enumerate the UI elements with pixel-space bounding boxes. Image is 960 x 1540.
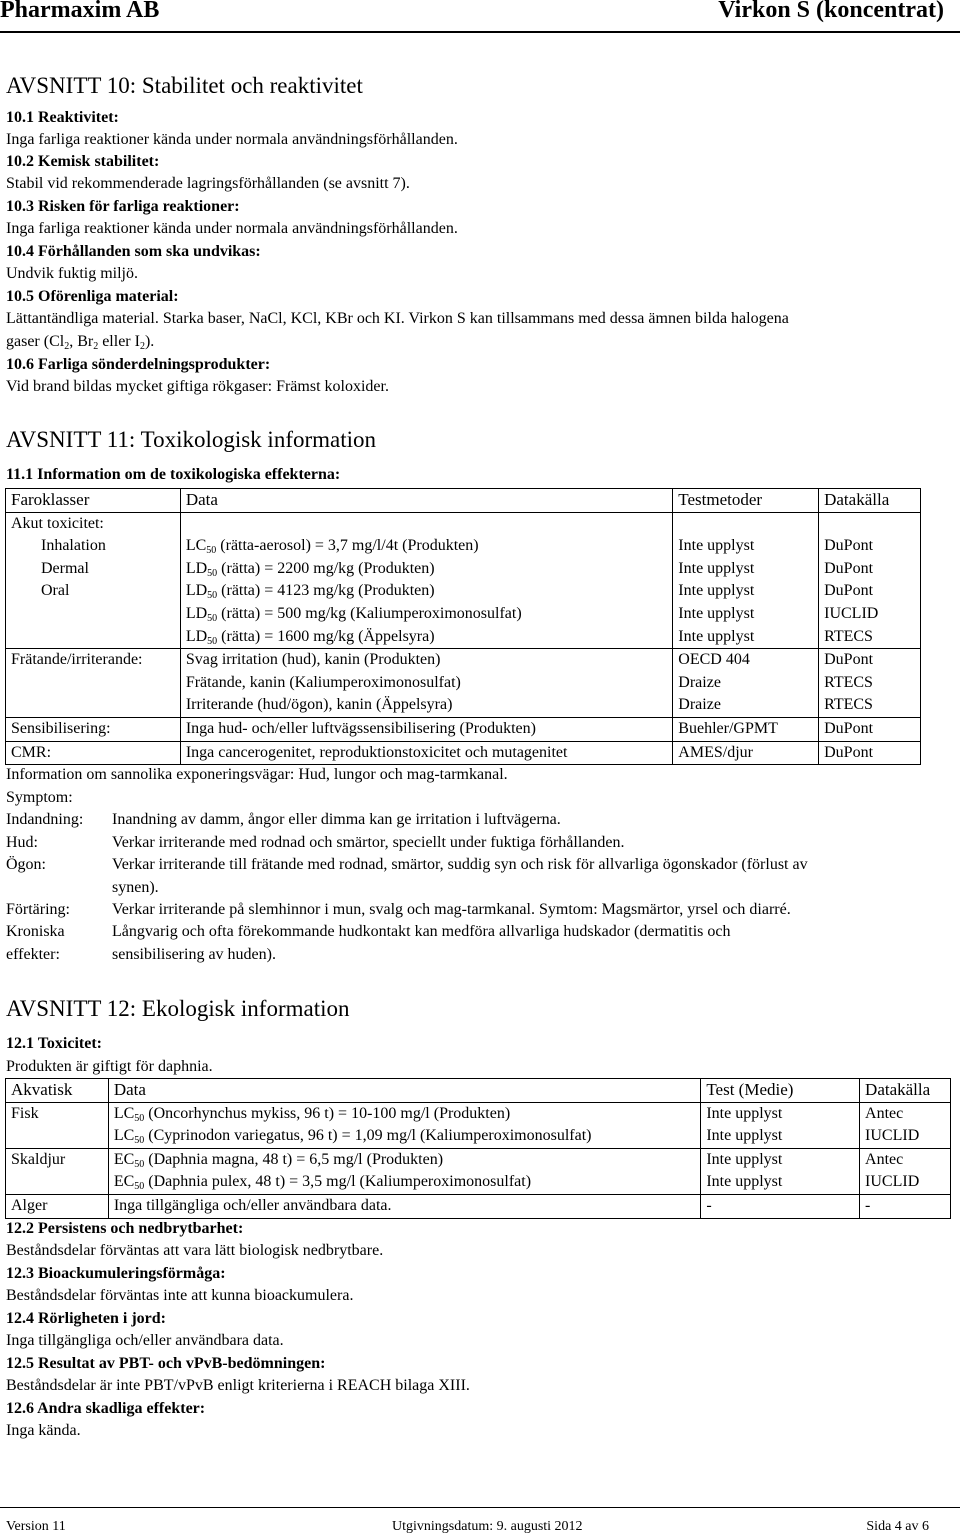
s10-6-text: Vid brand bildas mycket giftiga rökgaser: Främst koloxider.	[6, 378, 389, 395]
s12-5-text: Beståndsdelar är inte PBT/vPvB enligt kriterierna i REACH bilaga XIII.	[6, 1377, 470, 1394]
col-header: Data	[180, 489, 672, 513]
s10-3-text: Inga farliga reaktioner kända under normala användningsförhållanden.	[6, 220, 458, 237]
symptom-label-cont: effekter:	[6, 946, 60, 963]
table-cell: Frätande/irriterande:	[6, 649, 181, 718]
footer-version: Version 11	[6, 1519, 66, 1534]
table-cell: Svag irritation (hud), kanin (Produkten) Frätande, kanin (Kaliumperoximonosulfat) Irriterande (hud/ögon), kanin (Äppelsyra)	[180, 649, 672, 718]
table-cell: $LC_{50}$ (Oncorhynchus mykiss, 96 t) = 10-100 mg/l (Produkten) $LC_{50}$ (Cyprinodon variegatus, 96 t) = 1,09 mg/l (Kaliumperoximonosulfat)	[108, 1102, 701, 1148]
s12-2-text: Beståndsdelar förväntas att vara lätt biologisk nedbrytbare.	[6, 1242, 384, 1259]
table-cell: DuPont	[819, 717, 921, 741]
table-cell: Fisk	[6, 1102, 109, 1148]
s10-4-text: Undvik fuktig miljö.	[6, 265, 138, 282]
section-11-title: AVSNITT 11: Toxikologisk information	[6, 427, 377, 452]
exposure-routes: Information om sannolika exponeringsvägar: Hud, lungor och mag-tarmkanal.	[6, 766, 508, 783]
footer-page: Sida 4 av 6	[866, 1519, 929, 1534]
s12-4-heading: 12.4 Rörligheten i jord:	[6, 1310, 166, 1327]
s12-3-heading: 12.3 Bioackumuleringsförmåga:	[6, 1265, 226, 1282]
s10-5-heading: 10.5 Oförenliga material:	[6, 288, 179, 305]
table-row	[6, 1194, 951, 1218]
table-row	[6, 741, 921, 765]
table-cell: Inte upplyst Inte upplyst	[701, 1148, 860, 1194]
table-header-row	[6, 489, 921, 513]
col-header: Data	[108, 1079, 701, 1103]
s10-5-text: Lättantändliga material. Starka baser, NaCl, KCl, KBr och KI. Virkon S kan tillsammans med dessa ämnen bilda halogena	[6, 310, 789, 327]
footer-date: Utgivningsdatum: 9. augusti 2012	[392, 1519, 583, 1534]
symptom-label: Förtäring:	[6, 901, 70, 918]
s12-2-heading: 12.2 Persistens och nedbrytbarhet:	[6, 1220, 244, 1237]
symptom-text: Verkar irriterande med rodnad och smärtor, speciellt under fuktiga förhållanden.	[112, 834, 625, 851]
header-product: Virkon S (koncentrat)	[718, 0, 944, 23]
table-cell: $LC_{50}$ (rätta-aerosol) = 3,7 mg/l/4t (Produkten) $LD_{50}$ (rätta) = 2200 mg/kg (Produkten) $LD_{50}$ (rätta) = 4123 mg/kg (Produkten) $LD_{50}$ (rätta) = 500 mg/kg (Kaliumperoximonosulfat) $LD_{50}$ (rätta) = 1600 mg/kg (Äppelsyra)	[180, 512, 672, 649]
col-header: Test (Medie)	[701, 1079, 860, 1103]
table-row	[6, 512, 921, 649]
s12-1-text: Produkten är giftigt för daphnia.	[6, 1058, 213, 1075]
table-cell: Inte upplyst Inte upplyst	[701, 1102, 860, 1148]
s10-1-heading: 10.1 Reaktivitet:	[6, 109, 119, 126]
table-cell: -	[701, 1194, 860, 1218]
section-12-title: AVSNITT 12: Ekologisk information	[6, 996, 350, 1021]
table-cell: Buehler/GPMT	[673, 717, 819, 741]
col-header: Faroklasser	[6, 489, 181, 513]
symptom-label: Ögon:	[6, 856, 46, 873]
s10-4-heading: 10.4 Förhållanden som ska undvikas:	[6, 243, 261, 260]
toxicology-table	[5, 488, 921, 765]
table-cell: DuPont DuPont DuPont IUCLID RTECS	[819, 512, 921, 649]
s10-6-heading: 10.6 Farliga sönderdelningsprodukter:	[6, 356, 271, 373]
table-cell: Sensibilisering:	[6, 717, 181, 741]
s12-5-heading: 12.5 Resultat av PBT- och vPvB-bedömningen:	[6, 1355, 326, 1372]
symptom-text-cont: synen).	[112, 879, 159, 896]
table-cell: Inga cancerogenitet, reproduktionstoxicitet och mutagenitet	[180, 741, 672, 765]
table-cell: Inga hud- och/eller luftvägssensibilisering (Produkten)	[180, 717, 672, 741]
s10-5-gases: gaser ($Cl_2$, $Br_2$ eller $I_2$).	[6, 333, 155, 352]
table-cell: Inte upplyst Inte upplyst Inte upplyst Inte upplyst Inte upplyst	[673, 512, 819, 649]
table-cell: AMES/djur	[673, 741, 819, 765]
table-cell: Skaldjur	[6, 1148, 109, 1194]
s12-1-heading: 12.1 Toxicitet:	[6, 1035, 102, 1052]
s12-4-text: Inga tillgängliga och/eller användbara data.	[6, 1332, 284, 1349]
table-cell: Alger	[6, 1194, 109, 1218]
table-cell: $EC_{50}$ (Daphnia magna, 48 t) = 6,5 mg/l (Produkten) $EC_{50}$ (Daphnia pulex, 48 t) = 3,5 mg/l (Kaliumperoximonosulfat)	[108, 1148, 701, 1194]
symptom-text-cont: sensibilisering av huden).	[112, 946, 276, 963]
table-cell: Inga tillgängliga och/eller användbara data.	[108, 1194, 701, 1218]
table-cell: DuPont	[819, 741, 921, 765]
table-cell: OECD 404 Draize Draize	[673, 649, 819, 718]
symptom-text: Verkar irriterande på slemhinnor i mun, svalg och mag-tarmkanal. Symtom: Magsmärtor, yrsel och diarré.	[112, 901, 791, 918]
col-header: Akvatisk	[6, 1079, 109, 1103]
table-row	[6, 1148, 951, 1194]
table-cell: Akut toxicitet: Inhalation Dermal Oral	[6, 512, 181, 649]
symptom-text: Verkar irriterande till frätande med rodnad, smärtor, suddig syn och risk för allvarliga ögonskador (förlust av	[112, 856, 808, 873]
table-cell: Antec IUCLID	[860, 1102, 951, 1148]
section-10-title: AVSNITT 10: Stabilitet och reaktivitet	[6, 73, 363, 98]
table-cell: DuPont RTECS RTECS	[819, 649, 921, 718]
table-row	[6, 717, 921, 741]
header-company: Pharmaxim AB	[0, 0, 160, 23]
ecotox-table	[5, 1078, 951, 1219]
table-cell: CMR:	[6, 741, 181, 765]
table-row	[6, 1102, 951, 1148]
symptom-label: Hud:	[6, 834, 38, 851]
s11-1-heading: 11.1 Information om de toxikologiska effekterna:	[6, 466, 341, 483]
table-row	[6, 649, 921, 718]
symptom-label: Kroniska	[6, 923, 65, 940]
s10-1-text: Inga farliga reaktioner kända under normala användningsförhållanden.	[6, 131, 458, 148]
s12-3-text: Beståndsdelar förväntas inte att kunna bioackumulera.	[6, 1287, 354, 1304]
s10-2-text: Stabil vid rekommenderade lagringsförhållanden (se avsnitt 7).	[6, 175, 410, 192]
symptom-text: Långvarig och ofta förekommande hudkontakt kan medföra allvarliga hudskador (dermatitis och	[112, 923, 731, 940]
symptom-label: Indandning:	[6, 811, 84, 828]
col-header: Datakälla	[860, 1079, 951, 1103]
header-rule	[0, 31, 960, 33]
col-header: Datakälla	[819, 489, 921, 513]
s12-6-text: Inga kända.	[6, 1422, 81, 1439]
table-cell: -	[860, 1194, 951, 1218]
s12-6-heading: 12.6 Andra skadliga effekter:	[6, 1400, 206, 1417]
col-header: Testmetoder	[673, 489, 819, 513]
symptom-text: Inandning av damm, ångor eller dimma kan ge irritation i luftvägerna.	[112, 811, 561, 828]
table-cell: Antec IUCLID	[860, 1148, 951, 1194]
s10-3-heading: 10.3 Risken för farliga reaktioner:	[6, 198, 240, 215]
footer-rule	[0, 1507, 960, 1508]
symptom-title: Symptom:	[6, 789, 73, 806]
s10-2-heading: 10.2 Kemisk stabilitet:	[6, 153, 160, 170]
table-header-row	[6, 1079, 951, 1103]
